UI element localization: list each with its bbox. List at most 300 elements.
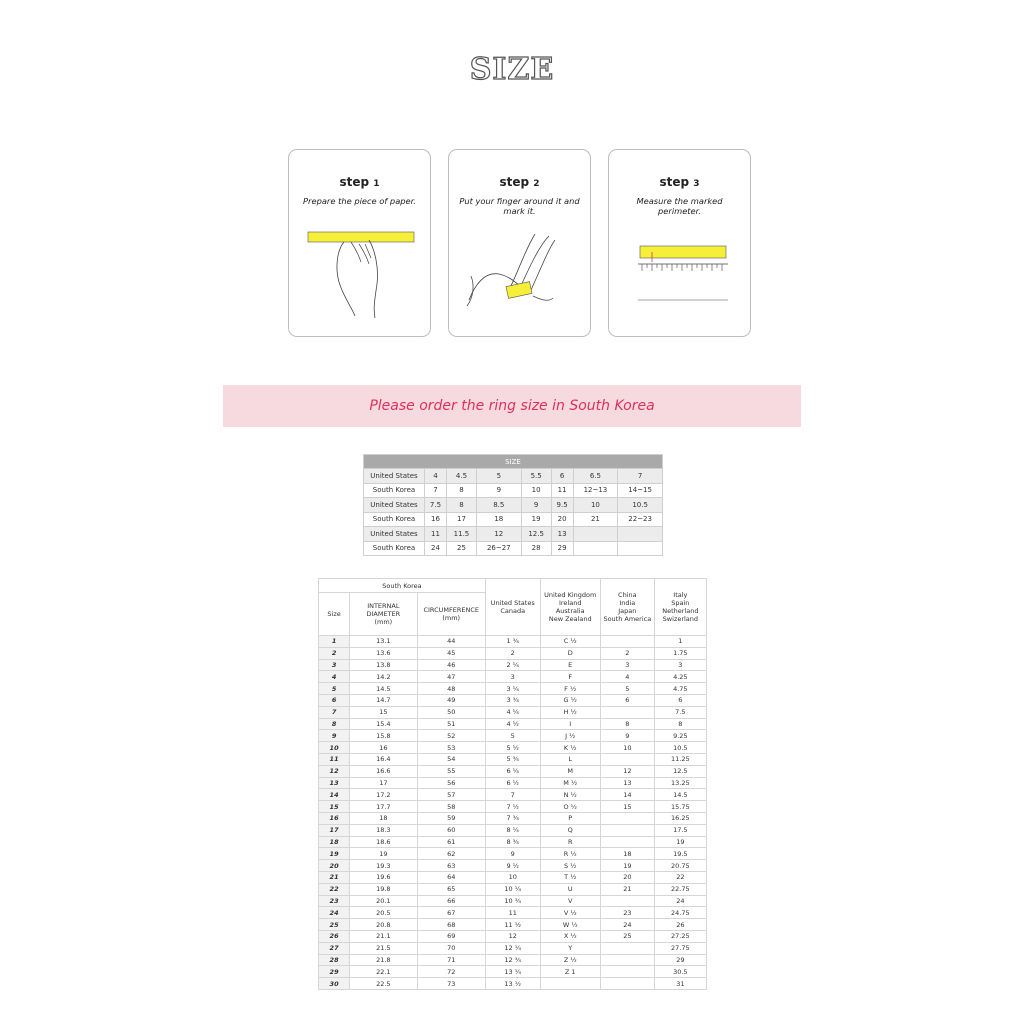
conversion-row: [319, 919, 707, 931]
conversion-cell: 3: [319, 659, 350, 671]
conversion-cell: 21: [600, 883, 654, 895]
conversion-cell: 19: [350, 848, 417, 860]
size-table-row: [364, 541, 663, 556]
finger-wrapped-illustration: [449, 150, 592, 338]
conversion-cell: 14.7: [350, 694, 417, 706]
conversion-cell: 9: [319, 730, 350, 742]
conversion-cell: R: [540, 836, 600, 848]
size-cell: 12.5: [521, 527, 551, 542]
conversion-row: [319, 742, 707, 754]
conversion-cell: 57: [417, 789, 485, 801]
conversion-row: [319, 789, 707, 801]
conversion-cell: [600, 636, 654, 648]
conversion-cell: 5: [319, 683, 350, 695]
conversion-cell: U: [540, 883, 600, 895]
conversion-cell: 28: [319, 954, 350, 966]
conversion-row: [319, 930, 707, 942]
conversion-cell: 20: [319, 860, 350, 872]
conversion-cell: 10: [485, 871, 540, 883]
conversion-cell: 17.2: [350, 789, 417, 801]
conversion-cell: 20.8: [350, 919, 417, 931]
conversion-cell: J ½: [540, 730, 600, 742]
conversion-cell: [600, 978, 654, 990]
size-cell: 29: [551, 541, 573, 556]
step-label: step 3: [659, 175, 700, 189]
conversion-cell: 13.8: [350, 659, 417, 671]
conversion-row: [319, 848, 707, 860]
step-card-3: [608, 149, 751, 337]
size-table-body: [364, 469, 663, 556]
conversion-cell: 64: [417, 871, 485, 883]
size-cell: 5.5: [521, 469, 551, 484]
conversion-cell: 23: [319, 895, 350, 907]
conversion-cell: 15.75: [654, 801, 706, 813]
conversion-row: [319, 966, 707, 978]
conversion-cell: 10 ¾: [485, 895, 540, 907]
conversion-cell: 11: [319, 753, 350, 765]
conversion-cell: [540, 978, 600, 990]
size-table: [363, 454, 663, 556]
country-cell: United States: [364, 469, 425, 484]
conversion-cell: 22.1: [350, 966, 417, 978]
size-cell: 10.5: [618, 498, 663, 513]
notice-banner: Please order the ring size in South Korea: [223, 385, 801, 427]
step-description: Measure the marked perimeter.: [636, 196, 723, 216]
conversion-cell: 4: [319, 671, 350, 683]
conversion-cell: 21.8: [350, 954, 417, 966]
conversion-cell: 10: [600, 742, 654, 754]
size-cell: [618, 541, 663, 556]
us-header: United States Canada: [485, 579, 540, 636]
conversion-row: [319, 812, 707, 824]
size-cell: [618, 527, 663, 542]
conversion-table-body: [319, 636, 707, 990]
size-cell: 13: [551, 527, 573, 542]
conversion-cell: 15.4: [350, 718, 417, 730]
conversion-cell: 26: [319, 930, 350, 942]
size-header: Size: [319, 593, 350, 636]
size-cell: 14~15: [618, 483, 663, 498]
conversion-cell: D: [540, 647, 600, 659]
conversion-cell: 10: [319, 742, 350, 754]
conversion-cell: 31: [654, 978, 706, 990]
size-cell: 7: [425, 483, 447, 498]
conversion-cell: 18: [319, 836, 350, 848]
conversion-cell: 21: [319, 871, 350, 883]
size-table-header: SIZE: [364, 455, 663, 469]
hand-holding-paper-illustration: [289, 150, 432, 338]
conversion-cell: 50: [417, 706, 485, 718]
conversion-cell: 3 ¼: [485, 683, 540, 695]
conversion-cell: 11 ½: [485, 919, 540, 931]
conversion-cell: 14.2: [350, 671, 417, 683]
conversion-cell: 22.5: [350, 978, 417, 990]
size-cell: 12~13: [573, 483, 618, 498]
conversion-cell: 68: [417, 919, 485, 931]
size-cell: 8.5: [476, 498, 521, 513]
conversion-cell: Z ½: [540, 954, 600, 966]
conversion-cell: L: [540, 753, 600, 765]
conversion-row: [319, 753, 707, 765]
conversion-row: [319, 836, 707, 848]
conversion-cell: 8 ¾: [485, 836, 540, 848]
size-cell: 17: [446, 512, 476, 527]
size-cell: 16: [425, 512, 447, 527]
conversion-cell: 70: [417, 942, 485, 954]
conversion-cell: 24.75: [654, 907, 706, 919]
conversion-cell: 66: [417, 895, 485, 907]
conversion-cell: 48: [417, 683, 485, 695]
conversion-cell: 56: [417, 777, 485, 789]
conversion-cell: 19.6: [350, 871, 417, 883]
conversion-cell: 20: [600, 871, 654, 883]
conversion-cell: 16: [350, 742, 417, 754]
conversion-row: [319, 718, 707, 730]
conversion-cell: 8 ¼: [485, 824, 540, 836]
size-cell: 11: [551, 483, 573, 498]
conversion-cell: 2 ¼: [485, 659, 540, 671]
conversion-cell: 13 ½: [485, 978, 540, 990]
size-cell: 4: [425, 469, 447, 484]
conversion-cell: 8: [654, 718, 706, 730]
conversion-row: [319, 907, 707, 919]
conversion-cell: M ½: [540, 777, 600, 789]
conversion-row: [319, 683, 707, 695]
size-cell: [573, 527, 618, 542]
conversion-cell: 54: [417, 753, 485, 765]
conversion-cell: 5: [485, 730, 540, 742]
conversion-cell: 19: [319, 848, 350, 860]
conversion-cell: 47: [417, 671, 485, 683]
size-cell: 25: [446, 541, 476, 556]
conversion-cell: 17.5: [654, 824, 706, 836]
conversion-cell: 9: [485, 848, 540, 860]
conversion-cell: 3 ¾: [485, 694, 540, 706]
conversion-cell: V ½: [540, 907, 600, 919]
conversion-cell: 20.75: [654, 860, 706, 872]
conversion-cell: 9.25: [654, 730, 706, 742]
step-card-2: [448, 149, 591, 337]
conversion-cell: 30: [319, 978, 350, 990]
conversion-cell: 52: [417, 730, 485, 742]
conversion-cell: 19.8: [350, 883, 417, 895]
conversion-cell: P: [540, 812, 600, 824]
conversion-cell: Y: [540, 942, 600, 954]
conversion-cell: 65: [417, 883, 485, 895]
conversion-cell: 72: [417, 966, 485, 978]
conversion-cell: 59: [417, 812, 485, 824]
conversion-cell: [600, 966, 654, 978]
size-cell: 19: [521, 512, 551, 527]
conversion-cell: 4: [600, 671, 654, 683]
conversion-row: [319, 777, 707, 789]
size-cell: 9: [521, 498, 551, 513]
size-cell: 8: [446, 483, 476, 498]
size-cell: 12: [476, 527, 521, 542]
conversion-cell: 29: [319, 966, 350, 978]
size-table-row: [364, 469, 663, 484]
conversion-cell: 8: [600, 718, 654, 730]
south-korea-header: South Korea: [319, 579, 486, 593]
conversion-cell: W ½: [540, 919, 600, 931]
conversion-cell: 22: [654, 871, 706, 883]
conversion-cell: 62: [417, 848, 485, 860]
conversion-cell: 11: [485, 907, 540, 919]
conversion-cell: R ½: [540, 848, 600, 860]
step-label: step 2: [499, 175, 540, 189]
conversion-cell: 14: [319, 789, 350, 801]
conversion-cell: Z 1: [540, 966, 600, 978]
conversion-cell: 71: [417, 954, 485, 966]
conversion-cell: 3: [654, 659, 706, 671]
conversion-cell: 14: [600, 789, 654, 801]
conversion-row: [319, 636, 707, 648]
country-cell: South Korea: [364, 541, 425, 556]
conversion-cell: 13: [600, 777, 654, 789]
conversion-cell: 19.3: [350, 860, 417, 872]
conversion-cell: 6: [654, 694, 706, 706]
conversion-cell: G ½: [540, 694, 600, 706]
conversion-cell: 1.75: [654, 647, 706, 659]
conversion-cell: 14.5: [654, 789, 706, 801]
size-cell: 18: [476, 512, 521, 527]
conversion-cell: [600, 836, 654, 848]
size-cell: 28: [521, 541, 551, 556]
conversion-cell: 24: [654, 895, 706, 907]
conversion-cell: T ½: [540, 871, 600, 883]
conversion-table: [318, 578, 707, 990]
conversion-cell: 67: [417, 907, 485, 919]
uk-header: United Kingdom Ireland Australia New Zealand: [540, 579, 600, 636]
conversion-cell: C ½: [540, 636, 600, 648]
conversion-cell: 49: [417, 694, 485, 706]
conversion-cell: 12: [319, 765, 350, 777]
conversion-cell: 12.5: [654, 765, 706, 777]
conversion-cell: 3: [600, 659, 654, 671]
conversion-cell: 23: [600, 907, 654, 919]
conversion-cell: 18: [350, 812, 417, 824]
conversion-cell: 20.5: [350, 907, 417, 919]
conversion-cell: 19: [600, 860, 654, 872]
conversion-row: [319, 706, 707, 718]
size-cell: 6.5: [573, 469, 618, 484]
conversion-row: [319, 671, 707, 683]
conversion-cell: 22: [319, 883, 350, 895]
conversion-cell: 61: [417, 836, 485, 848]
conversion-cell: 63: [417, 860, 485, 872]
conversion-cell: E: [540, 659, 600, 671]
conversion-row: [319, 647, 707, 659]
conversion-cell: Q: [540, 824, 600, 836]
conversion-cell: 21.5: [350, 942, 417, 954]
conversion-cell: 4.25: [654, 671, 706, 683]
conversion-row: [319, 895, 707, 907]
page-title: SIZE: [469, 52, 555, 87]
conversion-cell: 4.75: [654, 683, 706, 695]
china-header: China India Japan South America: [600, 579, 654, 636]
conversion-row: [319, 860, 707, 872]
conversion-cell: 18: [600, 848, 654, 860]
conversion-row: [319, 694, 707, 706]
conversion-cell: [600, 824, 654, 836]
conversion-cell: 6: [600, 694, 654, 706]
size-cell: 8: [446, 498, 476, 513]
step-description: Prepare the piece of paper.: [303, 196, 416, 206]
size-cell: 11.5: [446, 527, 476, 542]
conversion-cell: [600, 895, 654, 907]
conversion-cell: 21.1: [350, 930, 417, 942]
size-cell: 20: [551, 512, 573, 527]
conversion-cell: 27: [319, 942, 350, 954]
conversion-row: [319, 730, 707, 742]
conversion-row: [319, 954, 707, 966]
size-table-row: [364, 498, 663, 513]
size-cell: 6: [551, 469, 573, 484]
country-cell: South Korea: [364, 512, 425, 527]
conversion-cell: 73: [417, 978, 485, 990]
conversion-cell: 46: [417, 659, 485, 671]
conversion-cell: 15: [600, 801, 654, 813]
step-card-1: [288, 149, 431, 337]
conversion-cell: 44: [417, 636, 485, 648]
conversion-cell: 14.5: [350, 683, 417, 695]
conversion-cell: 25: [319, 919, 350, 931]
conversion-row: [319, 871, 707, 883]
conversion-cell: [600, 942, 654, 954]
size-cell: 4.5: [446, 469, 476, 484]
conversion-cell: 55: [417, 765, 485, 777]
conversion-cell: 13.6: [350, 647, 417, 659]
conversion-cell: 10 ¼: [485, 883, 540, 895]
conversion-cell: 2: [319, 647, 350, 659]
conversion-cell: 17: [319, 824, 350, 836]
size-cell: 11: [425, 527, 447, 542]
conversion-row: [319, 659, 707, 671]
conversion-cell: 27.25: [654, 930, 706, 942]
conversion-cell: N ½: [540, 789, 600, 801]
conversion-cell: 7: [485, 789, 540, 801]
diameter-header: INTERNAL DIAMETER (mm): [350, 593, 417, 636]
conversion-cell: 8: [319, 718, 350, 730]
conversion-cell: 7: [319, 706, 350, 718]
size-table-row: [364, 483, 663, 498]
conversion-cell: [600, 706, 654, 718]
conversion-cell: 27.75: [654, 942, 706, 954]
conversion-cell: 16.4: [350, 753, 417, 765]
size-cell: [573, 541, 618, 556]
conversion-cell: 26: [654, 919, 706, 931]
conversion-cell: 5 ½: [485, 742, 540, 754]
conversion-cell: 12 ¾: [485, 954, 540, 966]
conversion-cell: 25: [600, 930, 654, 942]
conversion-cell: 24: [600, 919, 654, 931]
conversion-cell: 13 ¼: [485, 966, 540, 978]
conversion-cell: [600, 954, 654, 966]
size-cell: 7.5: [425, 498, 447, 513]
size-cell: 24: [425, 541, 447, 556]
conversion-cell: 16.25: [654, 812, 706, 824]
conversion-cell: 4 ¼: [485, 706, 540, 718]
conversion-cell: 18.3: [350, 824, 417, 836]
size-table-row: [364, 512, 663, 527]
conversion-cell: 1: [654, 636, 706, 648]
conversion-cell: 15: [319, 801, 350, 813]
conversion-cell: 20.1: [350, 895, 417, 907]
conversion-cell: 7 ½: [485, 801, 540, 813]
ruler-measure-illustration: [609, 150, 752, 338]
size-cell: 26~27: [476, 541, 521, 556]
size-cell: 9.5: [551, 498, 573, 513]
conversion-cell: 5: [600, 683, 654, 695]
conversion-cell: 19: [654, 836, 706, 848]
conversion-cell: I: [540, 718, 600, 730]
conversion-cell: 13: [319, 777, 350, 789]
conversion-cell: 2: [485, 647, 540, 659]
step-label: step 1: [339, 175, 380, 189]
conversion-cell: 29: [654, 954, 706, 966]
conversion-cell: F ½: [540, 683, 600, 695]
conversion-cell: 7 ¾: [485, 812, 540, 824]
size-cell: 5: [476, 469, 521, 484]
conversion-cell: X ½: [540, 930, 600, 942]
conversion-cell: H ½: [540, 706, 600, 718]
conversion-cell: 18.6: [350, 836, 417, 848]
conversion-cell: 17: [350, 777, 417, 789]
conversion-row: [319, 824, 707, 836]
size-cell: 22~23: [618, 512, 663, 527]
conversion-cell: 12: [485, 930, 540, 942]
conversion-cell: 2: [600, 647, 654, 659]
size-cell: 10: [573, 498, 618, 513]
conversion-cell: 45: [417, 647, 485, 659]
size-cell: 10: [521, 483, 551, 498]
country-cell: United States: [364, 498, 425, 513]
conversion-cell: 58: [417, 801, 485, 813]
italy-header: Italy Spain Netherland Swizerland: [654, 579, 706, 636]
conversion-cell: 11.25: [654, 753, 706, 765]
conversion-cell: 12 ¼: [485, 942, 540, 954]
country-cell: South Korea: [364, 483, 425, 498]
size-table-row: [364, 527, 663, 542]
conversion-cell: 10.5: [654, 742, 706, 754]
conversion-cell: 9 ½: [485, 860, 540, 872]
conversion-cell: 69: [417, 930, 485, 942]
conversion-cell: 24: [319, 907, 350, 919]
country-cell: United States: [364, 527, 425, 542]
conversion-row: [319, 801, 707, 813]
size-cell: 9: [476, 483, 521, 498]
conversion-cell: 17.7: [350, 801, 417, 813]
conversion-cell: M: [540, 765, 600, 777]
conversion-cell: 15.8: [350, 730, 417, 742]
conversion-cell: 19.5: [654, 848, 706, 860]
size-cell: 21: [573, 512, 618, 527]
conversion-row: [319, 942, 707, 954]
conversion-cell: K ½: [540, 742, 600, 754]
conversion-cell: 5 ¾: [485, 753, 540, 765]
conversion-cell: O ½: [540, 801, 600, 813]
conversion-cell: 9: [600, 730, 654, 742]
conversion-cell: 15: [350, 706, 417, 718]
step-description: Put your finger around it and mark it.: [459, 196, 580, 216]
conversion-cell: 51: [417, 718, 485, 730]
conversion-cell: 1 ¾: [485, 636, 540, 648]
circumference-header: CIRCUMFERENCE (mm): [417, 593, 485, 636]
conversion-cell: 60: [417, 824, 485, 836]
conversion-cell: 4 ½: [485, 718, 540, 730]
conversion-cell: F: [540, 671, 600, 683]
conversion-cell: 6 ½: [485, 777, 540, 789]
